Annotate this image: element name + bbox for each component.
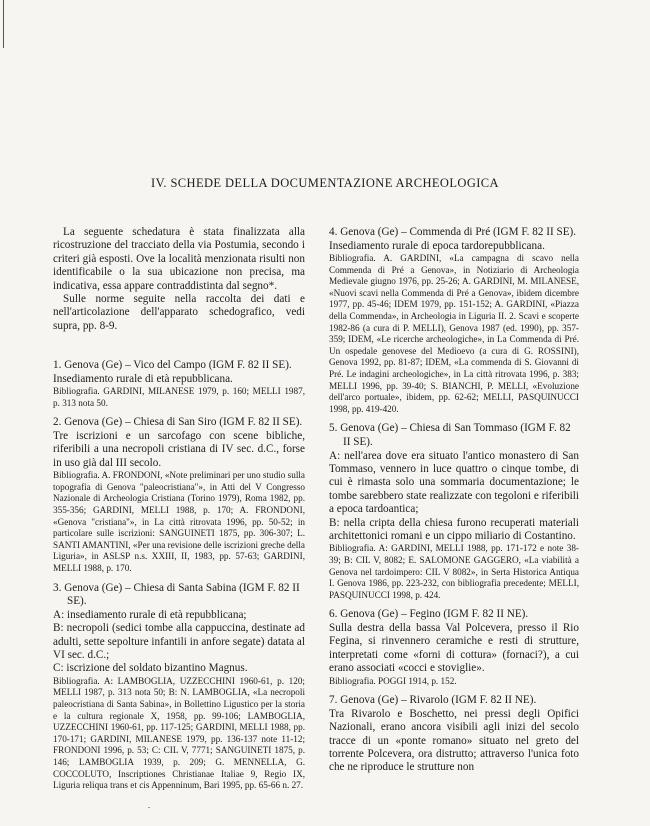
entry-body: Tre iscrizioni e un sarcofago con scene bibliche, riferibili a una necropoli cristiana di IV sec. d.C., forse in uso già dal III secolo.	[53, 430, 305, 469]
intro-paragraph-2: Sulle norme seguite nella raccolta dei dati e nell'articolazione dell'apparato schedografico, vedi supra, pp. 8-9.	[53, 293, 305, 332]
entry-bibliography: Bibliografia. A. FRONDONI, «Note preliminari per uno studio sulla topografia di Genova "paleocristiana"», in Atti del V Congresso Nazionale di Archeologia Cristiana (Torino 1979), Roma 1982, pp. 355-356; GARDINI, MELLI 1988, p. 170; A. FRONDONI, «Genova "cristiana"», in La città ritrovata 1996, pp. 50-52; in particolare sulle iscrizioni: SANGUINETI 1875, pp. 306-307; L. SANTI AMANTINI, «Per una revisione delle iscrizioni greche della Liguria», in ASLSP n.s. XXIII, II, 1983, pp. 57-63; GARDINI, MELLI 1988, p. 170.	[53, 470, 305, 573]
entry-3	[53, 582, 305, 792]
entry-body: Insediamento rurale di epoca tardorepubblicana.	[329, 239, 545, 252]
entry-body: A: insediamento rurale di età repubblicana; B: necropoli (sedici tombe alla cappuccina, destinate ad adulti, sette sepolture infantili in anfore segate) datata al VI sec. d.C.; C: iscrizione del soldato bizantino Magnus.	[53, 608, 305, 675]
entry-bibliography: Bibliografia. POGGI 1914, p. 152.	[329, 675, 457, 686]
entry-bibliography: Bibliografia. A: GARDINI, MELLI 1988, pp. 171-172 e note 38-39; B: CIL V, 8082; E. SALOMONE GAGGERO, «La viabilità a Genova nel tardoimpero: CIL V 8082», in Serta Historica Antiqua I. Genova 1986, pp. 223-232, con bibliografia precedente; MELLI, PASQUINUCCI 1998, p. 424.	[329, 543, 579, 600]
entry-body: A: nell'area dove era situato l'antico monastero di San Tommaso, vennero in luce quattro o cinque tombe, di cui è rimasta solo una sommaria documentazione; le tombe sarebbero state realizzate con tegoloni e riferibili a epoca tardoantica; B: nella cripta della chiesa furono recuperati materiali architettonici romani e un cippo miliario di Costantino.	[329, 449, 579, 542]
entry-5	[329, 422, 579, 601]
entry-title: 1. Genova (Ge) – Vico del Campo (IGM F. 82 II SE).	[53, 359, 292, 372]
entry-bibliography: Bibliografia. A. GARDINI, «La campagna di scavo nella Commenda di Pré a Genova», in Notiziario di Archeologia Medievale giugno 1976, pp. 25-26; A. GARDINI, M. MILANESE, «Nuovi scavi nella Commenda di Pré a Genova», ibidem dicembre 1977, pp. 45-46; IDEM 1979, pp. 151-152; A. GARDINI, «Piazza della Commenda», in Archeologia in Liguria II. 2. Scavi e scoperte 1982-86 (a cura di P. MELLI), Genova 1987 (ed. 1990), pp. 357-359; IDEM, «Le ricerche archeologiche», in La Commenda di Pré. Un ospedale genovese del Medioevo (a cura di G. ROSSINI), Genova 1992, pp. 81-87; IDEM, «La commenda di S. Giovanni di Pré. Le indagini archeologiche», in La città ritrovata 1996, p. 383; MELLI 1996, pp. 39-40; S. BIANCHI, P. MELLI, «Evoluzione dell'arco portuale», ibidem, pp. 62-62; MELLI, PASQUINUCCI 1998, pp. 419-420.	[329, 253, 579, 414]
entry-4	[329, 226, 579, 415]
scan-speck	[148, 807, 150, 808]
entry-title: 2. Genova (Ge) – Chiesa di San Siro (IGM F. 82 II SE).	[53, 416, 303, 429]
entry-7	[329, 694, 579, 775]
left-column	[53, 226, 305, 792]
intro-paragraph-1: La seguente schedatura è stata finalizzata alla ricostruzione del tracciato della via Postumia, secondo i criteri già esposti. Ove la località menzionata risulti non identificabile o la sua ubicazione non precisa, ma indicativa, essa appare contraddistinta dal segno*.	[53, 226, 305, 292]
entry-body: Tra Rivarolo e Boschetto, nei pressi degli Opifici Nazionali, erano ancora visibili agli inizi del secolo tracce di un «ponte romano» situato nel greto del torrente Polcevera, ora distrutto; attraverso l'unica foto che ne riproduce le strutture non	[329, 707, 579, 774]
entry-title: 7. Genova (Ge) – Rivarolo (IGM F. 82 II NE).	[329, 694, 537, 707]
entry-1	[53, 359, 305, 409]
entry-6	[329, 608, 579, 687]
entry-body: Sulla destra della bassa Val Polcevera, presso il Rio Fegina, si rinvennero ceramiche e resti di strutture, interpretati come «forni di cottura» (fornaci?), a cui erano associati «cocci e stoviglie».	[329, 621, 579, 675]
section-heading: IV. SCHEDE DELLA DOCUMENTAZIONE ARCHEOLOGICA	[151, 176, 499, 190]
entry-title: 6. Genova (Ge) – Fegino (IGM F. 82 II NE).	[329, 608, 529, 621]
entry-2	[53, 416, 305, 574]
page-edge-mark	[3, 0, 4, 48]
entry-title: 5. Genova (Ge) – Chiesa di San Tommaso (IGM F. 82 II SE).	[329, 422, 571, 448]
entry-bibliography: Bibliografia. A: LAMBOGLIA, UZZECCHINI 1960-61, p. 120; MELLI 1987, p. 313 nota 50; B: N. LAMBOGLIA, «La necropoli paleocristiana di Santa Sabina», in Bollettino Ligustico per la storia e la cultura regionale X, 1958, pp. 99-106; LAMBOGLIA, UZZECCHINI 1960-61, pp. 117-125; GARDINI, MELLI 1988, pp. 170-171; GARDINI, MILANESE 1979, pp. 136-137 note 11-12; FRONDONI 1996, p. 53; C: CIL V, 7771; SANGUINETI 1875, p. 146; LAMBOGLIA 1939, p. 209; G. MENNELLA, G. COCCOLUTO, Inscriptiones Christianae Italiae 9, Regio IX, Liguria reliqua trans et cis Appenninum, Bari 1995, pp. 65-66 n. 27.	[53, 675, 305, 791]
entry-body: Insediamento rurale di età repubblicana.	[53, 372, 233, 385]
entry-title: 4. Genova (Ge) – Commenda di Pré (IGM F. 82 II SE).	[329, 226, 577, 238]
entry-bibliography: Bibliografia. GARDINI, MILANESE 1979, p. 160; MELLI 1987, p. 313 nota 50.	[53, 386, 305, 408]
right-column	[329, 226, 579, 775]
entry-title: 3. Genova (Ge) – Chiesa di Santa Sabina (IGM F. 82 II SE).	[53, 581, 300, 608]
